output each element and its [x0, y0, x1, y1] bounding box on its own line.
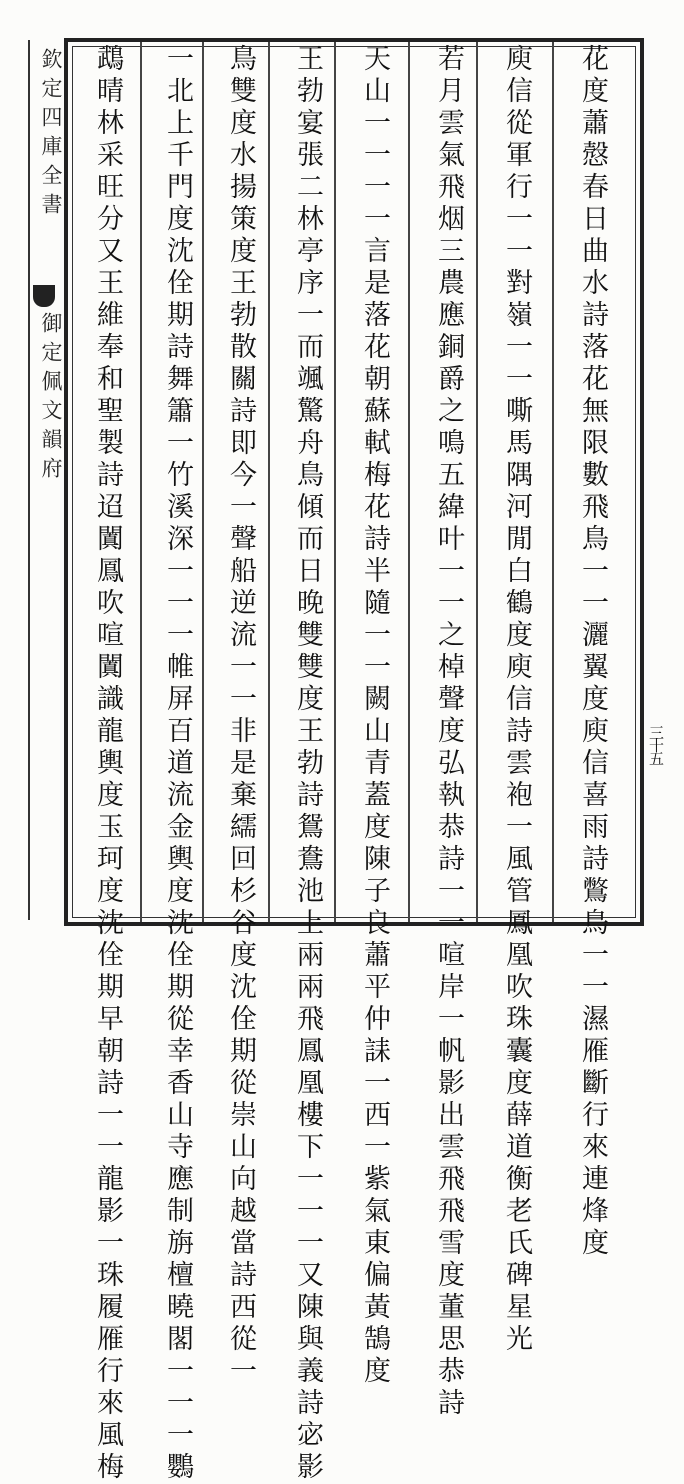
text-column-8: 鵡晴林采旺分又王維奉和聖製詩迢闐鳳吹喧闐識龍輿度玉珂度沈佺期早朝詩一一龍影一珠履雁行來風梅	[92, 44, 123, 1484]
column-rule	[552, 42, 554, 922]
text-column-1: 花度蕭慤春日曲水詩落花無限數飛鳥一一灑翼度庾信喜雨詩鷩鳥一一濕雁斷行來連烽度	[577, 44, 608, 1260]
column-rule	[334, 42, 336, 922]
margin-collection-title: 欽定四庫全書	[39, 48, 63, 222]
column-rule	[476, 42, 478, 922]
text-column-3: 若月雲氣飛烟三農應銅爵之鳴五緯叶一一之棹聲度弘執恭詩一一喧岸一帆影出雲飛飛雪度董思恭詩	[433, 44, 464, 1420]
text-column-4: 天山一一一一言是落花朝蘇軾梅花詩半隨一一闕山青蓋度陳子良蕭平仲誄一西一紫氣東偏黃鵠度	[359, 44, 390, 1388]
column-rule	[202, 42, 204, 922]
column-rule	[268, 42, 270, 922]
margin-rule	[28, 40, 30, 920]
text-column-7: 一北上千門度沈佺期詩舞簫一竹溪深一一一帷屏百道流金輿度沈佺期從幸香山寺應制旃檀曉閣一一一鸚	[162, 44, 193, 1484]
column-rule	[140, 42, 142, 922]
text-column-6: 鳥雙度水揚策度王勃散關詩即今一聲船逆流一一非是棄繻回杉谷度沈佺期從崇山向越當詩西從一	[225, 44, 256, 1388]
page-number: 三十五	[647, 725, 665, 764]
margin-book-title: 御定佩文韻府	[39, 312, 63, 486]
text-column-2: 庾信從軍行一一對嶺一一嘶馬隅河閒白鶴度庾信詩雲袍一風管鳳凰吹珠囊度薛道衡老氏碑星光	[501, 44, 532, 1356]
fish-tail-mark	[33, 285, 55, 307]
text-column-5: 王勃宴張二林亭序一而颯驚舟鳥傾而日晚雙雙度王勃詩鴛鴦池上兩兩飛鳳凰樓下一一一又陳與義詩宓影	[292, 44, 323, 1484]
column-rule	[408, 42, 410, 922]
